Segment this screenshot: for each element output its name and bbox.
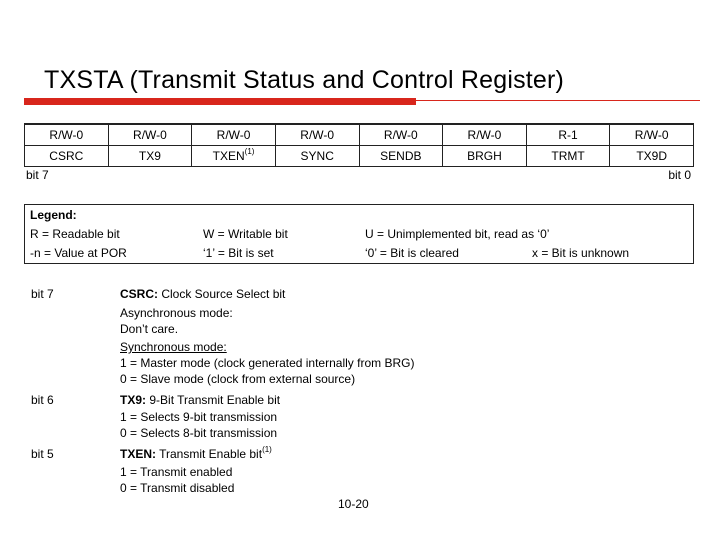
bit5-name: TXEN: [120,447,156,461]
register-access-row [25,124,694,146]
bit6-label: bit 6 [31,393,54,407]
access-bit2: R/W-0 [443,124,527,146]
title-underline-thin [416,100,700,101]
bit-lsb-label: bit 0 [668,168,691,182]
access-bit0: R/W-0 [610,124,694,146]
legend-por: -n = Value at POR [30,246,127,260]
access-bit4: R/W-0 [275,124,359,146]
legend-box [24,204,694,264]
access-bit6: R/W-0 [108,124,192,146]
register-table [24,123,694,167]
bit6-title: 9-Bit Transmit Enable bit [146,393,281,407]
access-bit5: R/W-0 [192,124,276,146]
bit6-name: TX9: [120,393,147,407]
access-bit1: R-1 [526,124,610,146]
bit7-set-meaning: 1 = Master mode (clock generated internally from BRG) [120,356,415,370]
bit7-label: bit 7 [31,287,54,301]
title-underline-accent [24,98,416,105]
bit7-name: CSRC: [120,287,158,301]
access-bit7: R/W-0 [25,124,109,146]
bit6-clear-meaning: 0 = Selects 8-bit transmission [120,426,278,440]
bit6-heading [120,393,280,407]
name-bit5 [192,146,276,167]
bit-range [24,167,694,183]
bit5-clear-meaning: 0 = Transmit disabled [120,481,235,495]
legend-bit-cleared: ‘0’ = Bit is cleared [365,246,459,260]
bit5-footnote: (1) [262,445,272,454]
legend-title: Legend: [30,208,77,222]
page-number: 10-20 [338,497,369,511]
txen-footnote: (1) [244,147,255,156]
legend-writable: W = Writable bit [203,227,288,241]
name-bit4: SYNC [275,146,359,167]
bit5-title: Transmit Enable bit [156,447,263,461]
legend-unimplemented: U = Unimplemented bit, read as ‘0’ [365,227,550,241]
bit7-sync-mode: Synchronous mode: [120,340,227,354]
bit7-title: Clock Source Select bit [158,287,286,301]
name-bit3: SENDB [359,146,443,167]
name-bit0: TX9D [610,146,694,167]
bit5-heading [120,447,272,461]
bit-msb-label: bit 7 [26,168,49,182]
bit7-clear-meaning: 0 = Slave mode (clock from external source) [120,372,356,386]
register-name-row [25,146,694,167]
register-diagram [24,123,694,183]
bit7-heading [120,287,285,301]
legend-bit-unknown: x = Bit is unknown [532,246,630,260]
access-bit3: R/W-0 [359,124,443,146]
name-bit6: TX9 [108,146,192,167]
page-title: TXSTA (Transmit Status and Control Register) [44,66,565,94]
name-bit1: TRMT [526,146,610,167]
legend-readable: R = Readable bit [30,227,120,241]
bit7-async-mode: Asynchronous mode: [120,306,233,320]
txen-label: TXEN [212,149,245,163]
bit6-set-meaning: 1 = Selects 9-bit transmission [120,410,278,424]
name-bit2: BRGH [443,146,527,167]
bit7-async-text: Don’t care. [120,322,179,336]
legend-bit-set: ‘1’ = Bit is set [203,246,274,260]
name-bit7: CSRC [25,146,109,167]
bit5-label: bit 5 [31,447,54,461]
bit5-set-meaning: 1 = Transmit enabled [120,465,233,479]
